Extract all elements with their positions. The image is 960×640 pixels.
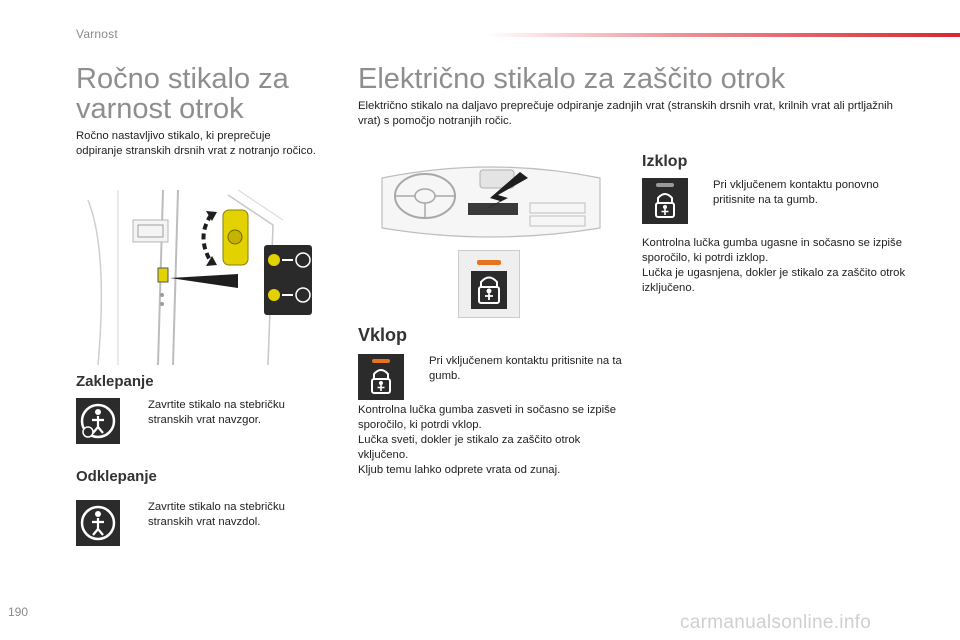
off-description [642,236,912,296]
door-switch-illustration [78,190,318,365]
lock-instruction-text: Zavrtite stikalo na stebričku stranskih vrat navzgor. [148,399,285,426]
off-description-line: Kontrolna lučka gumba ugasne in sočasno se izpiše sporočilo, ki potrdi izklop. [642,237,902,264]
on-description-line: Kljub temu lahko odprete vrata od zunaj. [358,464,561,476]
section-label: Varnost [76,27,118,41]
child-lock-button-off-icon [642,178,688,224]
child-lock-button-on-icon [358,354,404,400]
electric-switch-intro: Električno stikalo na daljavo preprečuje odpiranje zadnjih vrat (stranskih drsnih vrat, krilnih vrat ali prtljažnih vrat) s pomočjo notranjih ročic. [358,100,893,127]
lock-heading: Zaklepanje [76,373,154,390]
unlock-instruction-text: Zavrtite stikalo na stebričku stranskih vrat navzdol. [148,501,285,528]
manual-switch-intro: Ročno nastavljivo stikalo, ki preprečuje odpiranje stranskih drsnih vrat z notranjo ročico. [76,130,316,157]
on-description [358,403,628,478]
child-lock-off-icon [76,500,120,546]
title-line-1: Ročno stikalo za [76,63,289,95]
off-instruction-text: Pri vključenem kontaktu ponovno pritisnite na ta gumb. [713,179,879,206]
lock-instruction [148,398,323,428]
header-accent-line [486,33,960,37]
manual-switch-title [76,64,336,125]
child-lock-on-icon [76,398,120,444]
watermark: carmanualsonline.info [680,612,872,633]
off-description-line: Lučka je ugasnjena, dokler je stikalo za zaščito otrok izključeno. [642,267,906,294]
on-instruction-text: Pri vključenem kontaktu pritisnite na ta gumb. [429,355,622,382]
on-heading: Vklop [358,325,408,345]
unlock-heading: Odklepanje [76,468,157,485]
off-instruction [713,178,908,208]
on-description-line: Kontrolna lučka gumba zasveti in sočasno se izpiše sporočilo, ki potrdi vklop. [358,404,617,431]
dashboard-illustration [380,158,602,244]
unlock-instruction [148,500,323,530]
child-lock-button-illustration [458,250,520,318]
on-instruction [429,354,624,384]
child-lock-button-icon [459,251,519,317]
electric-switch-title: Električno stikalo za zaščito otrok [358,63,786,95]
title-line-2: varnost otrok [76,93,244,126]
off-heading: Izklop [642,153,688,170]
on-description-line: Lučka sveti, dokler je stikalo za zaščito otrok vključeno. [358,434,581,461]
page-number: 190 [8,605,29,619]
